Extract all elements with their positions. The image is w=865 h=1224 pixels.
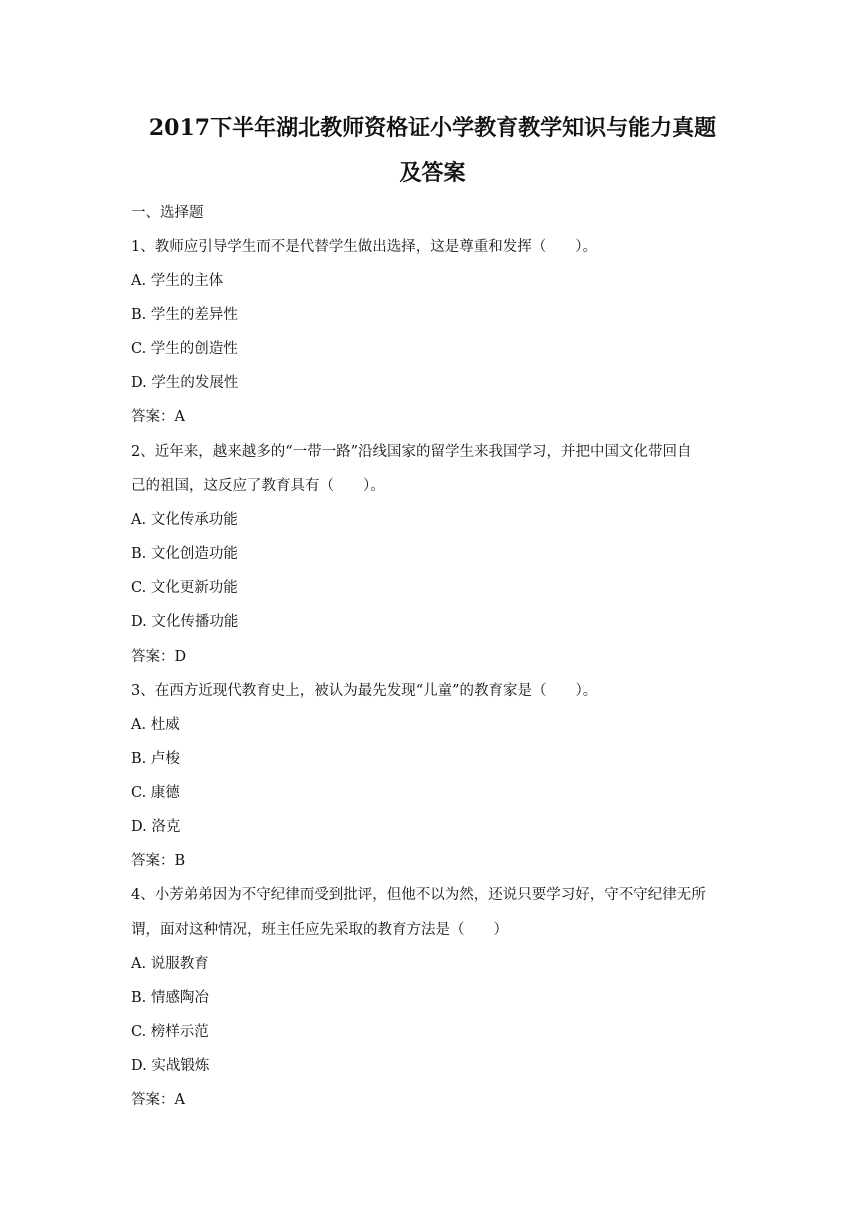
section-heading: 一、选择题 (131, 205, 204, 221)
question-1-answer: 答案：A (131, 409, 185, 425)
question-1-option-c: C. 学生的创造性 (131, 341, 238, 357)
question-2-stem-line-2: 己的祖国，这反应了教育具有（ ）。 (131, 478, 385, 494)
question-3-stem: 3、在西方近现代教育史上，被认为最先发现“儿童”的教育家是（ ）。 (131, 683, 598, 699)
question-2-option-b: B. 文化创造功能 (131, 546, 238, 562)
question-2-stem-line-1: 2、近年来，越来越多的“一带一路”沿线国家的留学生来我国学习，并把中国文化带回自 (131, 444, 692, 460)
question-4-stem-line-1: 4、小芳弟弟因为不守纪律而受到批评，但他不以为然，还说只要学习好，守不守纪律无所 (131, 887, 706, 903)
question-4-option-a: A. 说服教育 (131, 956, 209, 972)
question-4-stem-line-2: 谓，面对这种情况，班主任应先采取的教育方法是（ ） (131, 922, 508, 938)
question-3-option-d: D. 洛克 (131, 819, 181, 835)
question-3-option-a: A. 杜威 (131, 717, 180, 733)
question-3-answer: 答案：B (131, 853, 186, 869)
question-4-answer: 答案：A (131, 1092, 185, 1108)
document-title-line-2: 及答案 (399, 160, 466, 186)
question-1-option-b: B. 学生的差异性 (131, 307, 238, 323)
question-4-option-b: B. 情感陶冶 (131, 990, 209, 1006)
question-1-option-d: D. 学生的发展性 (131, 375, 239, 391)
question-2-option-a: A. 文化传承功能 (131, 512, 238, 528)
document-title-line-1: 2017下半年湖北教师资格证小学教育教学知识与能力真题 (148, 115, 717, 141)
question-2-option-d: D. 文化传播功能 (131, 614, 239, 630)
question-4-option-d: D. 实战锻炼 (131, 1058, 210, 1074)
question-3-option-c: C. 康德 (131, 785, 180, 801)
question-2-option-c: C. 文化更新功能 (131, 580, 238, 596)
question-4-option-c: C. 榜样示范 (131, 1024, 209, 1040)
question-1-stem: 1、教师应引导学生而不是代替学生做出选择，这是尊重和发挥（ ）。 (131, 239, 597, 255)
question-1-option-a: A. 学生的主体 (131, 273, 224, 289)
question-3-option-b: B. 卢梭 (131, 751, 180, 767)
question-2-answer: 答案：D (131, 649, 187, 665)
